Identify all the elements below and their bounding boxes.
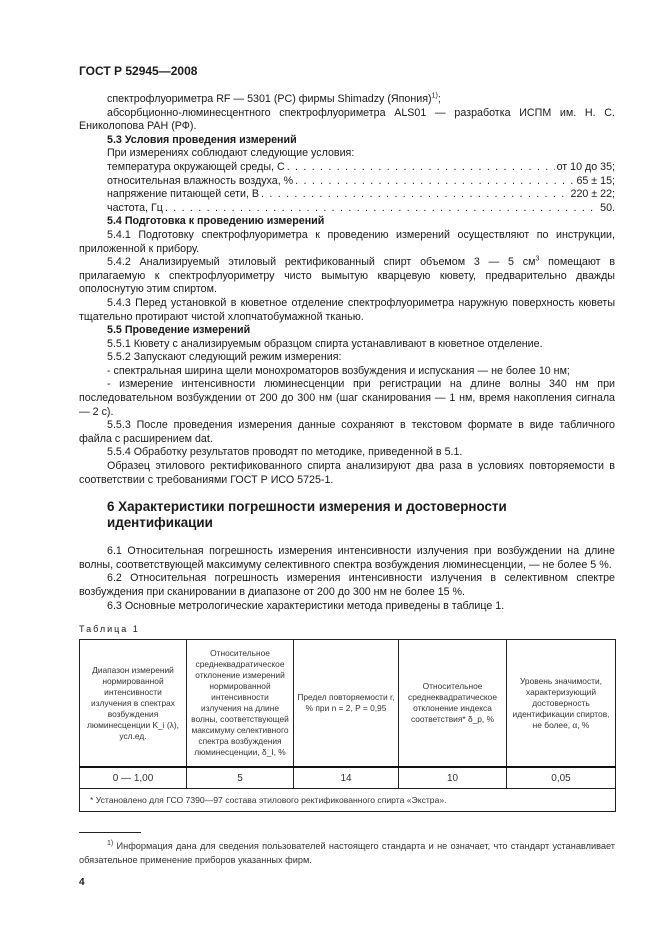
footnote-divider <box>79 832 141 833</box>
footnote-text: Информация дана для сведения пользователей настоящего стандарта и не означает, что стандарт устанавливает обязательное применение приборов указанных фирм. <box>79 841 615 866</box>
table-caption: Таблица 1 <box>79 624 140 635</box>
intro-line-2: абсорбционно-люминесцентного спектрофлуориметра ALS01 — разработка ИСПМ им. Н. С. Ениколопова РАН (РФ). <box>79 106 615 133</box>
condition-row: частота, Гц . . . 50. <box>107 202 615 216</box>
condition-row: температура окружающей среды, С . . . от 10 до 35; <box>107 161 615 175</box>
table-note: * Установлено для ГСО 7390—97 состава этилового ректификованного спирта «Экстра». <box>80 789 616 812</box>
document-header: ГОСТ Р 52945—2008 <box>79 64 198 78</box>
paragraph-sample: Образец этилового ректификованного спирта анализируют два раза в условиях повторяемости в соответствии с требованиями ГОСТ Р ИСО 5725-1. <box>79 460 615 486</box>
table-header-cell: Предел повторяемости r, % при n = 2, P = 0,95 <box>294 640 399 768</box>
condition-row: относительная влажность воздуха, % . . . 65 ± 15; <box>107 175 615 189</box>
paragraph-5-5-2: 5.5.2 Запускают следующий режим измерения: <box>107 351 342 364</box>
section-6-title: 6 Характеристики погрешности измерения и достоверности идентификации <box>107 499 507 531</box>
table-row <box>80 767 616 789</box>
body-section-5 <box>79 93 615 487</box>
paragraph-6-3: 6.3 Основные метрологические характеристики метода приведены в таблице 1. <box>107 599 505 612</box>
table-cell: 14 <box>294 767 399 789</box>
paragraph-5-4-2: 5.4.2 Анализируемый этиловый ректификованный спирт объемом 3 — 5 $см^3$ помещают в прилагаемую к спектрофлуориметру чисто вымытую кварцевую кювету, предварительно дважды ополоснутую этим спиртом. <box>79 255 616 296</box>
paragraph-5-5-3: 5.5.3 После проведения измерения данные сохраняют в текстовом формате в виде табличного файла с расширением dat. <box>79 419 615 445</box>
section-5-3-title: 5.3 Условия проведения измерений <box>107 133 297 146</box>
paragraph-5-4-1: 5.4.1 Подготовку спектрофлуориметра к проведению измерений осуществляют по инструкции, приложенной к прибору. <box>79 228 615 255</box>
paragraph-6-1: 6.1 Относительная погрешность измерения интенсивности излучения при возбуждении на длине волны, соответствующей максимуму селективного спектра возбуждения люминесценции, — не более 5 %. <box>79 545 615 571</box>
conditions-lead: При измерениях соблюдают следующие условия: <box>107 147 355 160</box>
table-cell: 0 — 1,00 <box>80 767 187 789</box>
bullet-1: - спектральная ширина щели монохроматоров возбуждения и испускания — не более 10 нм; <box>107 364 570 377</box>
section-5-4-title: 5.4 Подготовка к проведению измерений <box>107 215 325 228</box>
footnote-mark: 1) <box>107 840 114 848</box>
paragraph-5-5-4: 5.5.4 Обработку результатов проводят по методике, приведенной в 5.1. <box>107 446 463 459</box>
intro-line-1: спектрофлуориметра RF — 5301 (PC) фирмы Shimadzy (Япония)$^{1)}$; <box>107 92 441 105</box>
section-5-5-title: 5.5 Проведение измерений <box>107 324 251 337</box>
table-header-cell: Диапазон измерений нормированной интенсивности излучения в спектрах возбуждения люминесценции K_i (λ), усл.ед. <box>80 640 187 768</box>
bullet-2: - измерение интенсивности люминесценции при регистрации на длине волны 340 нм при последовательном возбуждении от 200 до 300 нм (шаг сканирования — 1 нм, время накопления сигнала — 2 с). <box>79 378 615 418</box>
body-section-6 <box>79 545 615 613</box>
footnote <box>79 839 615 867</box>
table-header-cell: Относительное среднеквадратическое отклонение индекса соответствия* δ_p, % <box>399 640 507 768</box>
table-cell: 10 <box>399 767 507 789</box>
paragraph-5-5-1: 5.5.1 Кювету с анализируемым образцом спирта устанавливают в кюветное отделение. <box>107 337 543 350</box>
table-header-row <box>80 640 616 768</box>
paragraph-5-4-3: 5.4.3 Перед установкой в кюветное отделение спектрофлуориметра наружную поверхность кюветы тщательно протирают чистой хлопчатобумажной тканью. <box>79 296 615 323</box>
footnote-area <box>79 812 615 889</box>
table-cell: 0,05 <box>507 767 616 789</box>
metrology-table <box>79 639 616 812</box>
table-header-cell: Относительное среднеквадратическое отклонение измерений нормированной интенсивности излучения на длине волны, соответствующей максимуму селективного спектра возбуждения люминесценции, δ_I, % <box>187 640 294 768</box>
page-number: 4 <box>79 877 85 889</box>
table-header-cell: Уровень значимости, характеризующий достоверность идентификации спиртов, не более, α, % <box>507 640 616 768</box>
table-cell: 5 <box>187 767 294 789</box>
table-note-row <box>80 789 616 812</box>
paragraph-6-2: 6.2 Относительная погрешность измерения интенсивности излучения в селективном спектре возбуждения при сканировании в диапазоне от 200 до 300 нм не более 15 %. <box>79 572 615 598</box>
condition-row: напряжение питающей сети, В . . . 220 ± 22; <box>107 188 615 202</box>
